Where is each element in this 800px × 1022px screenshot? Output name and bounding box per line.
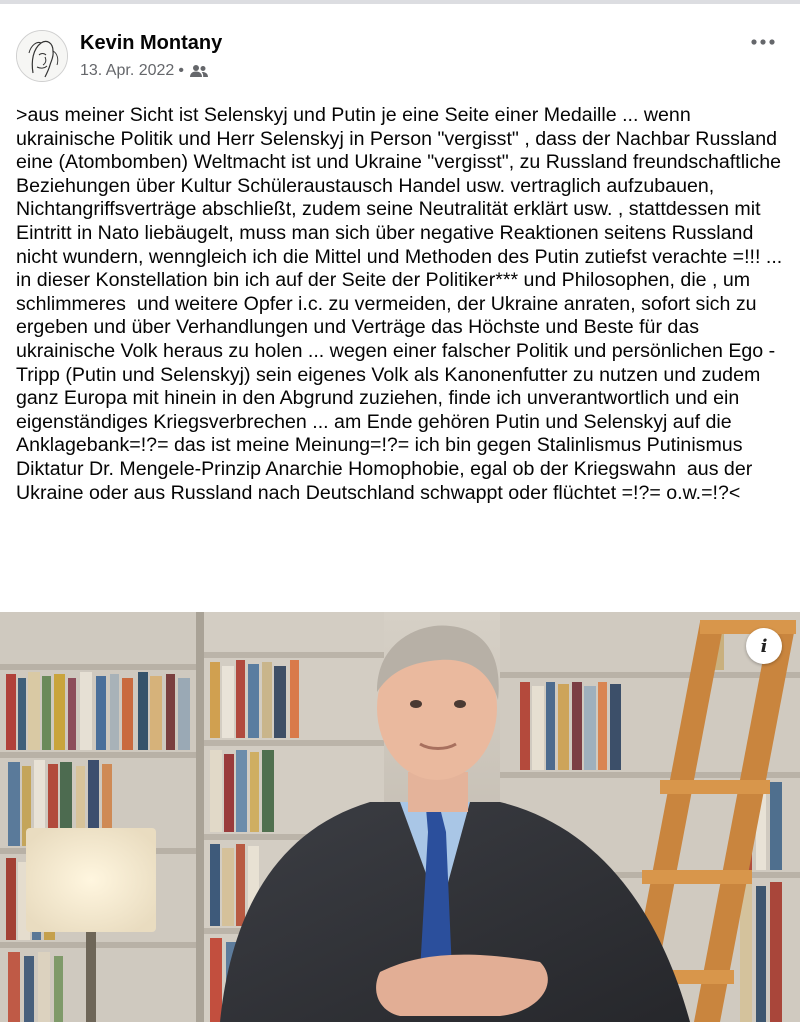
more-options-icon [751,39,775,45]
post-photo[interactable] [0,612,800,1022]
meta-separator: • [178,62,184,79]
author-name[interactable]: Kevin Montany [80,32,223,54]
more-options-button[interactable] [748,32,778,52]
bookshelf-left [0,612,200,1022]
post-text: >aus meiner Sicht ist Selenskyj und Putin je eine Seite einer Medaille ... wenn ukrainische Politik und Herr Selenskyj in Person "vergisst" , dass der Nachbar Russland eine (Atombomben) Weltmacht ist und Ukraine "vergisst", zu Russland freundschaftliche Beziehungen über Kultur Schüleraustausch Handel usw. vertraglich aufzubauen, Nichtangriffsverträge abschließt, zudem seine Neutralität erklärt usw. , stattdessen mit Eintritt in Nato liebäugelt, muss man sich über negative Reaktionen seitens Russland nicht wundern, wenngleich ich die Mittel und Methoden des Putin zutiefst verachte =!!! ... in dieser Konstellation bin ich auf der Seite der Politiker*** und Philosophen, die , um schlimmeres und weitere Opfer i.c. zu vermeiden, der Ukraine anraten, sofort sich zu ergeben und über Verhandlungen und Verträge das Höchste und Beste für das ukrainische Volk heraus zu holen ... wegen einer falscher Politik und persönlichen Ego -Tripp (Putin und Selenskyj) sein eigenes Volk als Kanonenfutter zu nutzen und zudem ganz Europa mit hinein in den Abgrund zuziehen, finde ich unverantwortlich und ein eigenständiges Kriegsverbrechen ... am Ende gehören Putin und Selenskyj auf die Anklagebank=!?= das ist meine Meinung=!?= ich bin gegen Stalinlismus Putinismus Diktatur Dr. Mengele-Prinzip Anarchie Homophobie, egal ob der Kriegswahn aus der Ukraine oder aus Russland nach Deutschland schwappt oder flüchtet =!?= o.w.=!?< [16,104,788,504]
post-date[interactable]: 13. Apr. 2022 [80,62,175,79]
avatar[interactable] [16,30,68,82]
friends-icon [190,64,208,78]
post-header [0,22,800,90]
top-divider [0,0,800,4]
post-meta [80,62,208,80]
avatar-sketch-icon [17,31,68,82]
photo-illustration [0,612,800,1022]
info-button[interactable]: i [746,628,782,664]
